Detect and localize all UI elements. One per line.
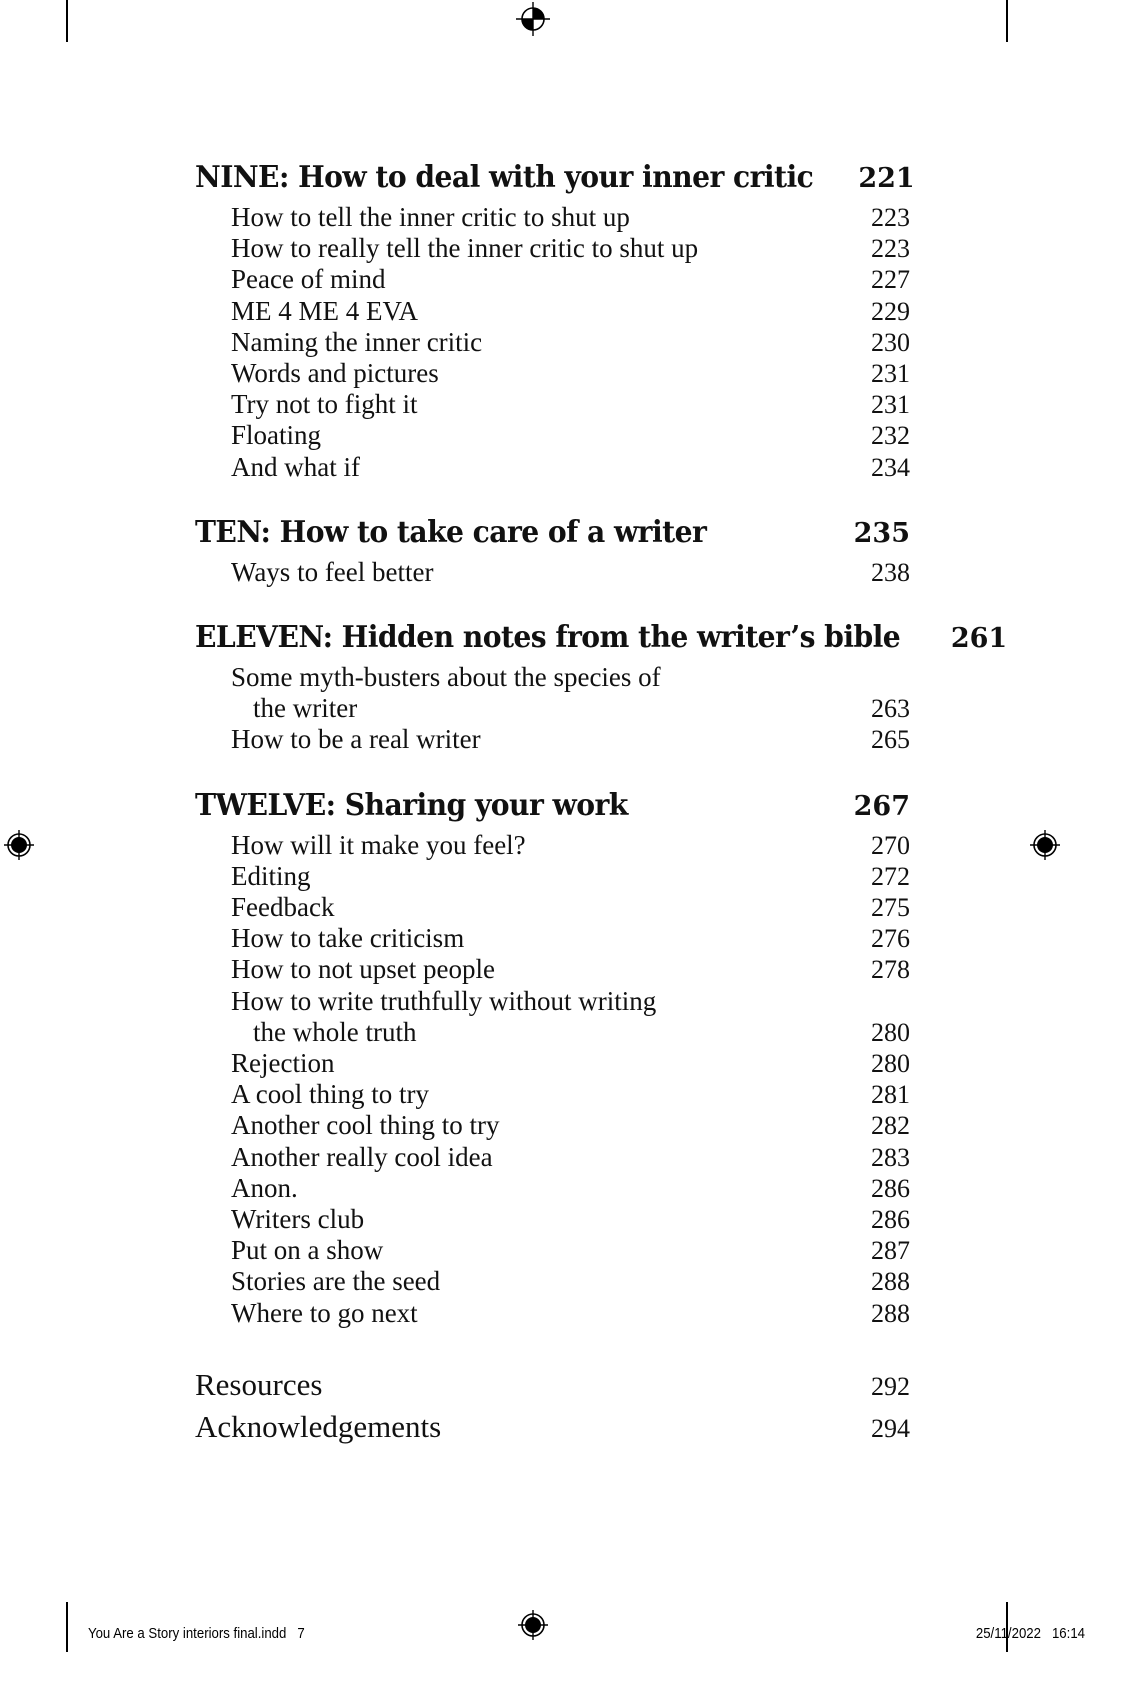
toc-entry-row-page-number: 223 [871, 203, 910, 232]
toc-entry-row-page-number: 270 [871, 830, 910, 860]
toc-chapter-row-label: TWELVE: Sharing your work [195, 787, 628, 823]
toc-entry-row-label: Another really cool idea [231, 1141, 493, 1172]
toc-entry-row-page-number: 286 [871, 1205, 910, 1235]
toc-entry-row-page-number: 286 [871, 1173, 910, 1203]
toc-entry-row-label: the writer [253, 693, 358, 724]
toc-backmatter-row-label: Resources [195, 1366, 323, 1402]
toc-chapter-group [195, 513, 910, 588]
toc-backmatter-row[interactable] [195, 1365, 910, 1407]
toc-entry-row-label: Ways to feel better [231, 556, 434, 587]
toc-entry-row[interactable] [195, 986, 910, 1017]
toc-entry-row-page-number: 278 [871, 955, 910, 985]
toc-entry-row-label: And what if [231, 451, 360, 482]
toc-entry-row-label: How will it make you feel? [231, 829, 526, 860]
crop-mark-top-right [1006, 0, 1008, 42]
toc-entry-row-label: Editing [231, 860, 311, 891]
toc-entry-row-label: How to write truthfully without writing [231, 985, 657, 1016]
toc-entry-row-label: How to not upset people [231, 954, 495, 985]
toc-chapter-row-label: TEN: How to take care of a writer [195, 514, 707, 550]
toc-entry-row-label: Feedback [231, 892, 335, 923]
toc-entry-row-page-number: 280 [871, 1017, 910, 1047]
toc-entry-row[interactable] [195, 389, 910, 420]
toc-entry-row-page-number: 263 [871, 694, 910, 724]
toc-entry-row-label: Put on a show [231, 1235, 384, 1266]
toc-chapter-row-page-number: 267 [853, 790, 910, 822]
toc-entry-row-page-number: 283 [871, 1142, 910, 1172]
toc-entry-row-page-number: 288 [871, 1298, 910, 1328]
slug-timestamp: 25/11/2022 16:14 [975, 1625, 1085, 1642]
registration-target-icon-right [1028, 828, 1062, 862]
toc-entry-row-page-number: 232 [871, 421, 910, 451]
toc-backmatter-row-label: Acknowledgements [195, 1408, 442, 1444]
toc-entry-row-page-number: 238 [871, 557, 910, 587]
toc-entry-row-label: A cool thing to try [231, 1079, 429, 1110]
toc-entry-row[interactable] [195, 202, 910, 233]
toc-backmatter-group [195, 1365, 910, 1449]
toc-entry-row-page-number: 230 [871, 327, 910, 357]
toc-chapter-row[interactable] [195, 158, 915, 199]
toc-entry-row[interactable] [195, 1017, 910, 1048]
toc-entry-row-label: Some myth-busters about the species of [231, 662, 661, 693]
toc-entry-row-label: Writers club [231, 1204, 365, 1235]
toc-entry-row-page-number: 234 [871, 452, 910, 482]
crop-mark-top-left [66, 0, 68, 42]
toc-entry-row[interactable] [195, 724, 910, 755]
toc-entry-row[interactable] [195, 420, 910, 451]
toc-entry-row-page-number: 272 [871, 861, 910, 891]
toc-chapter-group [195, 618, 1008, 756]
toc-entry-row-page-number: 275 [871, 893, 910, 923]
toc-entry-row-page-number: 231 [871, 390, 910, 420]
toc-chapter-row[interactable] [195, 618, 1008, 659]
toc-entry-row-page-number: 276 [871, 924, 910, 954]
toc-chapter-row[interactable] [195, 513, 910, 554]
toc-chapter-row-page-number: 235 [853, 517, 910, 549]
toc-entry-row[interactable] [195, 358, 910, 389]
toc-entry-row[interactable] [195, 1079, 910, 1110]
toc-entry-row-label: Where to go next [231, 1297, 418, 1328]
print-slug-footer [0, 1616, 1147, 1656]
toc-entry-row[interactable] [195, 1048, 910, 1079]
toc-chapter-row-label: NINE: How to deal with your inner critic [195, 160, 814, 195]
toc-chapter-row-page-number: 221 [858, 163, 915, 194]
slug-filename: You Are a Story interiors final.indd 7 [88, 1625, 305, 1642]
toc-entry-row-label: Words and pictures [231, 358, 439, 389]
toc-entry-row[interactable] [195, 1142, 910, 1173]
toc-entry-row-page-number: 288 [871, 1267, 910, 1297]
toc-backmatter-row-page-number: 294 [871, 1413, 910, 1443]
toc-entry-row-label: Try not to fight it [231, 389, 418, 420]
toc-entry-row-label: Rejection [231, 1048, 335, 1079]
toc-entry-row-page-number: 287 [871, 1236, 910, 1266]
toc-entry-row-page-number: 280 [871, 1049, 910, 1079]
toc-entry-row[interactable] [195, 830, 910, 861]
toc-entry-row[interactable] [195, 861, 910, 892]
toc-entry-row[interactable] [195, 557, 910, 588]
toc-entry-row[interactable] [195, 296, 910, 327]
toc-entry-row-label: ME 4 ME 4 EVA [231, 295, 419, 326]
toc-chapter-row[interactable] [195, 786, 910, 827]
toc-chapter-row-page-number: 261 [950, 623, 1008, 655]
toc-entry-row-label: Floating [231, 420, 322, 451]
toc-entry-row[interactable] [195, 1235, 910, 1266]
toc-chapter-group [195, 786, 910, 1329]
toc-chapter-row-label: ELEVEN: Hidden notes from the writer’s bible [195, 620, 901, 656]
toc-chapter-group [195, 158, 915, 483]
toc-entry-row-label: How to be a real writer [231, 724, 481, 755]
toc-entry-row-label: Naming the inner critic [231, 326, 483, 357]
toc-entry-row-page-number: 282 [871, 1111, 910, 1141]
toc-entry-row[interactable] [195, 452, 910, 483]
toc-entry-row-label: How to take criticism [231, 923, 465, 954]
registration-target-icon-left [2, 828, 36, 862]
toc-entry-row-label: Stories are the seed [231, 1266, 441, 1297]
toc-entry-row[interactable] [195, 1298, 910, 1329]
toc-entry-row-label: How to tell the inner critic to shut up [231, 202, 630, 232]
toc-entry-row-page-number: 231 [871, 359, 910, 389]
toc-entry-row-label: Peace of mind [231, 264, 386, 295]
toc-entry-row[interactable] [195, 892, 910, 923]
toc-entry-row[interactable] [195, 923, 910, 954]
toc-entry-row-page-number: 229 [871, 296, 910, 326]
toc-entry-row[interactable] [195, 1266, 910, 1297]
toc-entry-row-label: Another cool thing to try [231, 1110, 500, 1141]
toc-entry-row[interactable] [195, 1173, 910, 1204]
toc-entry-row[interactable] [195, 693, 910, 724]
toc-entry-row-page-number: 281 [871, 1080, 910, 1110]
toc-entry-row-label: Anon. [231, 1172, 298, 1203]
toc-entry-row-page-number: 265 [871, 725, 910, 755]
registration-target-icon-top [516, 2, 550, 36]
toc-entry-row-label: How to really tell the inner critic to shut up [231, 233, 699, 264]
toc-entry-row[interactable] [195, 954, 910, 985]
toc-backmatter-row[interactable] [195, 1407, 910, 1449]
toc-entry-row-page-number: 227 [871, 265, 910, 295]
toc-entry-row[interactable] [195, 327, 910, 358]
toc-entry-row-page-number: 223 [871, 234, 910, 264]
toc-backmatter-row-page-number: 292 [871, 1371, 910, 1401]
toc-entry-row[interactable] [195, 1204, 910, 1235]
toc-entry-row-label: the whole truth [253, 1016, 417, 1047]
toc-entry-row[interactable] [195, 662, 910, 693]
toc-entry-row[interactable] [195, 264, 910, 295]
toc-entry-row[interactable] [195, 1110, 910, 1141]
toc-entry-row[interactable] [195, 233, 910, 264]
table-of-contents [195, 158, 1008, 1449]
